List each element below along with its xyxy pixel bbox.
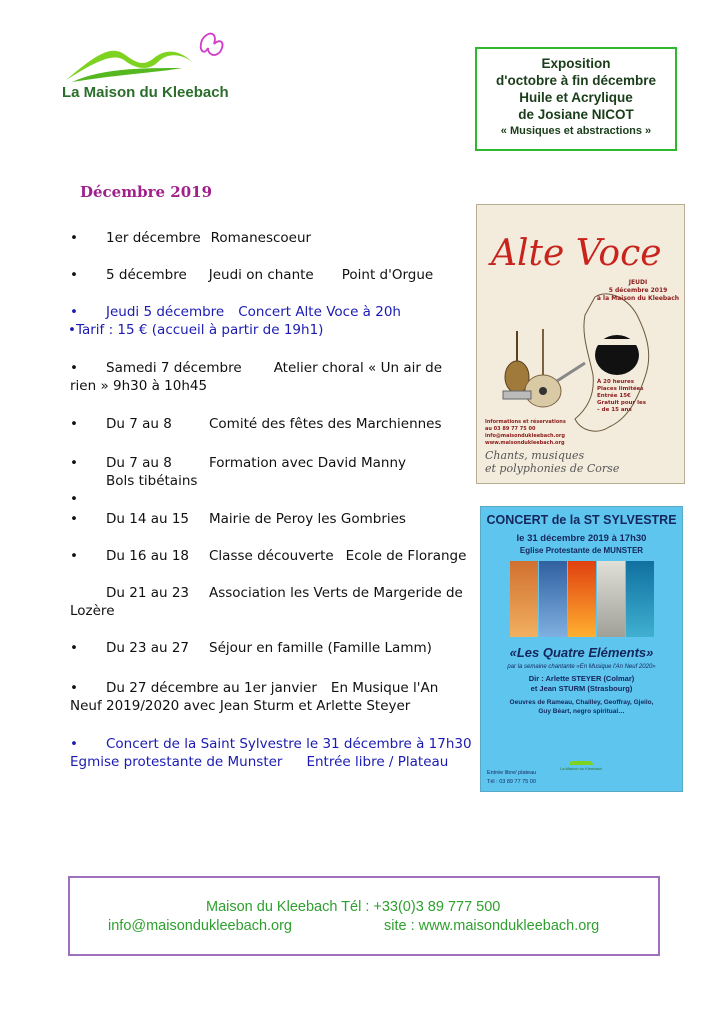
poster1-free-2: – de 15 ans	[597, 407, 632, 413]
poster1-tag-1: Chants, musiques	[485, 449, 585, 462]
event-text-line-2: Lozère	[70, 603, 115, 619]
poster2-works-1: Oeuvres de Rameau, Chailley, Geoffray, Gjeilo,	[509, 699, 654, 706]
event-text: Classe découverte	[209, 548, 334, 564]
event-item: • Samedi 7 décembre Atelier choral « Un air de rien » 9h30 à 10h45	[70, 359, 470, 395]
poster2-contact	[487, 769, 536, 787]
event-text-line-2: Bols tibétains	[106, 473, 198, 489]
event-tarif: •Tarif : 15 € (accueil à partir de 19h1)	[68, 322, 324, 338]
sky-image	[539, 561, 567, 637]
poster2-images	[481, 561, 682, 637]
event-date: Samedi 7 décembre	[106, 360, 242, 376]
expo-line-1: Exposition	[541, 56, 611, 71]
poster1-entry: Entrée 15€	[597, 393, 631, 399]
event-item: • Du 16 au 18 Classe découverte Ecole de Florange	[70, 548, 467, 564]
poster1-site: www.maisondukleebach.org	[485, 440, 565, 446]
expo-line-3: Huile et Acrylique	[519, 90, 633, 105]
poster1-title: Alte Voce	[491, 233, 662, 274]
event-text-2: Entrée libre / Plateau	[306, 754, 449, 770]
exposition-box	[475, 47, 677, 151]
expo-line-5: « Musiques et abstractions »	[500, 125, 652, 137]
poster2-logo	[559, 761, 603, 771]
event-item: • Du 7 au 8 Comité des fêtes des Marchiennes	[70, 416, 442, 432]
expo-line-4: de Josiane NICOT	[518, 107, 634, 122]
poster1-places: Places limitées	[597, 386, 644, 392]
event-date: Du 23 au 27	[106, 640, 190, 656]
event-text: Concert de la Saint Sylvestre le 31 décembre à 17h30	[106, 736, 472, 752]
event-date: Jeudi 5 décembre	[106, 304, 225, 320]
poster2-works	[481, 698, 682, 716]
water-image	[626, 561, 654, 637]
event-text-line-2: rien » 9h30 à 10h45	[70, 378, 208, 394]
poster1-email: info@maisondukleebach.org	[485, 433, 565, 439]
event-item: • Du 23 au 27 Séjour en famille (Famille Lamm)	[70, 640, 432, 656]
event-item: • Concert de la Saint Sylvestre le 31 décembre à 17h30 Egmise protestante de Munster Entrée libre / Plateau	[70, 735, 475, 771]
poster2-works-2: Guy Béart, negro spiritual…	[538, 708, 625, 715]
poster2-logo-text: La Maison du Kleebach	[560, 766, 602, 771]
logo-text: La Maison du Kleebach	[62, 84, 229, 101]
poster2-place: Eglise Protestante de MUNSTER	[519, 546, 644, 555]
air-image	[597, 561, 625, 637]
footer-email[interactable]: info@maisondukleebach.org	[108, 918, 292, 934]
event-date: Du 16 au 18	[106, 548, 190, 564]
poster1-tag-2: et polyphonies de Corse	[485, 462, 620, 475]
poster2-directors	[481, 674, 682, 694]
footer-line-1: Maison du Kleebach Tél : +33(0)3 89 777 500	[206, 899, 501, 915]
poster1-place: à la Maison du Kleebach	[596, 295, 680, 302]
poster1-details	[595, 279, 681, 303]
event-item: • Du 14 au 15 Mairie de Peroy les Gombries	[70, 511, 406, 527]
poster1-times	[597, 379, 677, 414]
event-item: • Jeudi 5 décembre Concert Alte Voce à 20h •Tarif : 15 € (accueil à partir de 19h1)	[70, 303, 470, 339]
alte-voce-poster	[476, 204, 685, 484]
poster1-time: À 20 heures	[597, 379, 635, 385]
event-date: 1er décembre	[106, 230, 201, 246]
poster2-title: CONCERT de la ST SYLVESTRE	[486, 513, 677, 527]
event-text: Concert Alte Voce à 20h	[238, 304, 401, 320]
poster1-day: JEUDI	[628, 279, 648, 286]
event-text: Jeudi on chante	[208, 267, 314, 283]
footer-box	[68, 876, 660, 956]
event-date: Du 7 au 8	[106, 455, 172, 471]
event-item: • 5 décembre Jeudi on chante Point d'Orgue	[70, 267, 434, 283]
poster1-contact	[485, 419, 585, 447]
event-item: • Du 27 décembre au 1er janvier En Musique l'An Neuf 2019/2020 avec Jean Sturm et Arlette Steyer	[70, 679, 470, 715]
event-date: Du 14 au 15	[106, 511, 190, 527]
poster1-tagline	[485, 449, 619, 475]
event-text: Association les Verts de Margeride de	[209, 585, 463, 601]
event-text-line-2: Neuf 2019/2020 avec Jean Sturm et Arlette Steyer	[70, 698, 411, 714]
poster1-info: Informations et réservations	[485, 419, 566, 425]
event-text: En Musique l'An	[330, 680, 439, 696]
event-text-2: Point d'Orgue	[341, 267, 434, 283]
footer-site[interactable]: site : www.maisondukleebach.org	[384, 918, 600, 934]
logo	[62, 28, 242, 108]
event-item	[70, 584, 470, 620]
event-item: • 1er décembre Romanescoeur	[70, 230, 312, 246]
logo-mountains-icon	[62, 28, 242, 88]
event-text-2: Ecole de Florange	[345, 548, 467, 564]
poster1-phone: au 03 89 77 75 00	[485, 426, 536, 432]
poster2-date: le 31 décembre 2019 à 17h30	[516, 533, 647, 544]
month-heading: Décembre 2019	[80, 183, 213, 201]
event-text-line-2: Egmise protestante de Munster	[70, 754, 283, 770]
event-text: Formation avec David Manny	[209, 455, 407, 471]
event-text: Mairie de Peroy les Gombries	[209, 511, 406, 527]
poster2-name: «Les Quatre Eléments»	[509, 645, 654, 660]
fire-image	[568, 561, 596, 637]
event-item: • Du 7 au 8 Formation avec David Manny Bols tibétains	[70, 454, 470, 490]
event-date: Du 7 au 8	[106, 416, 172, 432]
event-text: Séjour en famille (Famille Lamm)	[209, 640, 432, 656]
event-date: 5 décembre	[106, 267, 187, 283]
poster2-dir-2: et Jean STURM (Strasbourg)	[530, 684, 633, 693]
event-date: Du 21 au 23	[106, 585, 190, 601]
event-date: Du 27 décembre au 1er janvier	[106, 680, 317, 696]
earth-image	[510, 561, 538, 637]
poster2-sub: par la semaine chantante «En Musique l'An Neuf 2020»	[507, 664, 656, 670]
st-sylvestre-poster	[480, 506, 683, 792]
event-text: Comité des fêtes des Marchiennes	[209, 416, 442, 432]
poster2-entry: Entrée libre/ plateau	[487, 770, 537, 776]
poster1-date: 5 décembre 2019	[608, 287, 668, 294]
poster2-dir-1: Dir : Arlette STEYER (Colmar)	[528, 674, 635, 683]
event-text: Romanescoeur	[210, 230, 312, 246]
poster1-free: Gratuit pour les	[597, 400, 647, 406]
poster2-logo-icon	[569, 761, 593, 765]
event-text: Atelier choral « Un air de	[273, 360, 443, 376]
expo-line-2: d'octobre à fin décembre	[496, 73, 656, 88]
poster2-phone: Tél : 03 89 77 75 00	[487, 779, 536, 785]
